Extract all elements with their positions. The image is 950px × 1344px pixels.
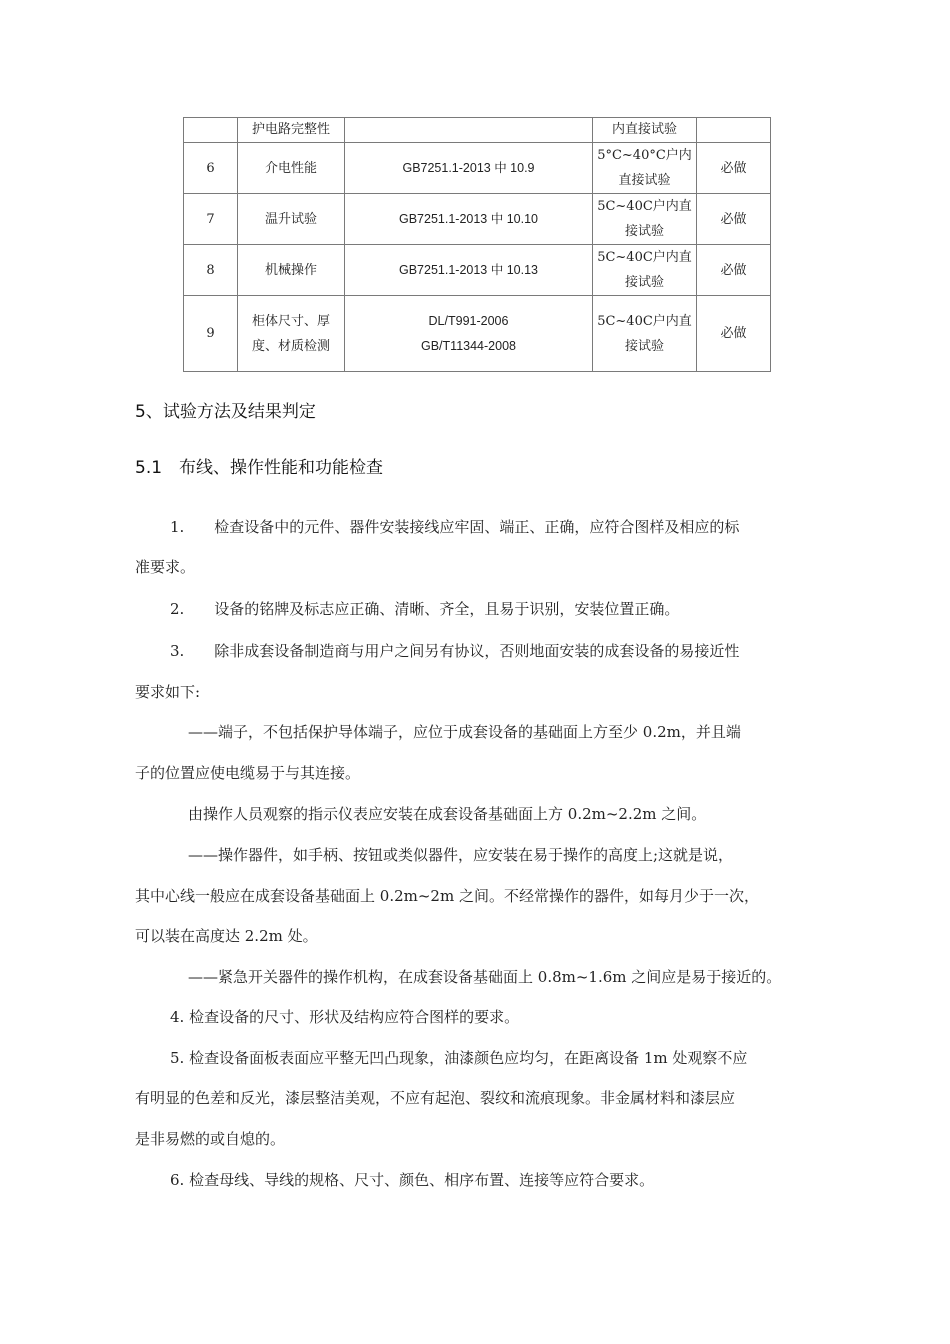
row-number: 8 xyxy=(184,245,238,296)
paragraph-line: 要求如下: xyxy=(135,683,201,701)
required-flag: 必做 xyxy=(697,296,771,372)
required-flag xyxy=(697,118,771,143)
row-number xyxy=(184,118,238,143)
test-item: 介电性能 xyxy=(238,143,345,194)
test-item: 护电路完整性 xyxy=(238,118,345,143)
table-row xyxy=(184,245,771,296)
standard-ref: GB7251.1-2013 中 10.10 xyxy=(345,194,593,245)
table-row xyxy=(184,118,771,143)
table-row xyxy=(184,143,771,194)
paragraph-line: ——端子，不包括保护导体端子，应位于成套设备的基础面上方至少 0.2m，并且端 xyxy=(188,723,741,741)
paragraph-line: 准要求。 xyxy=(135,558,196,576)
standard-ref-line: DL/T991-2006 xyxy=(428,313,509,328)
table-row xyxy=(184,194,771,245)
test-condition: 内直接试验 xyxy=(593,118,697,143)
required-flag: 必做 xyxy=(697,194,771,245)
paragraph-line: 有明显的色差和反光，漆层整洁美观，不应有起泡、裂纹和流痕现象。非金属材料和漆层应 xyxy=(135,1089,736,1107)
standard-ref: GB7251.1-2013 中 10.13 xyxy=(345,245,593,296)
test-item: 柜体尺寸、厚度、材质检测 xyxy=(238,296,345,372)
test-item: 机械操作 xyxy=(238,245,345,296)
paragraph-line: 由操作人员观察的指示仪表应安装在成套设备基础面上方 0.2m~2.2m 之间。 xyxy=(188,805,707,823)
paragraph-line: 6. 检查母线、导线的规格、尺寸、颜色、相序布置、连接等应符合要求。 xyxy=(170,1171,655,1189)
row-number: 6 xyxy=(184,143,238,194)
paragraph-line: 可以装在高度达 2.2m 处。 xyxy=(135,927,318,945)
paragraph-line: 2. 设备的铭牌及标志应正确、清晰、齐全，且易于识别，安装位置正确。 xyxy=(170,600,680,618)
paragraph-line: 3. 除非成套设备制造商与用户之间另有协议，否则地面安装的成套设备的易接近性 xyxy=(170,642,740,660)
test-condition: 5C~40C户内直接试验 xyxy=(593,296,697,372)
test-items-table xyxy=(183,117,771,372)
paragraph-line: 子的位置应使电缆易于与其连接。 xyxy=(135,764,361,782)
test-condition: 5°C~40°C户内直接试验 xyxy=(593,143,697,194)
paragraph-line: 1. 检查设备中的元件、器件安装接线应牢固、端正、正确，应符合图样及相应的标 xyxy=(170,518,740,536)
section-heading: 5、试验方法及结果判定 xyxy=(135,402,316,422)
required-flag: 必做 xyxy=(697,245,771,296)
paragraph-line: 4. 检查设备的尺寸、形状及结构应符合图样的要求。 xyxy=(170,1008,520,1026)
paragraph-line: ——操作器件，如手柄、按钮或类似器件，应安装在易于操作的高度上;这就是说， xyxy=(188,846,734,864)
test-condition: 5C~40C户内直接试验 xyxy=(593,194,697,245)
required-flag: 必做 xyxy=(697,143,771,194)
paragraph-line: ——紧急开关器件的操作机构，在成套设备基础面上 0.8m~1.6m 之间应是易于接近的。 xyxy=(188,968,782,986)
subsection-heading: 5.1 布线、操作性能和功能检查 xyxy=(135,458,384,478)
test-item: 温升试验 xyxy=(238,194,345,245)
standard-ref: GB7251.1-2013 中 10.9 xyxy=(345,143,593,194)
paragraph-line: 5. 检查设备面板表面应平整无凹凸现象，油漆颜色应均匀，在距离设备 1m 处观察不应 xyxy=(170,1049,748,1067)
table-row xyxy=(184,296,771,372)
paragraph-line: 是非易燃的或自熄的。 xyxy=(135,1130,286,1148)
row-number: 7 xyxy=(184,194,238,245)
test-condition: 5C~40C户内直接试验 xyxy=(593,245,697,296)
standard-ref xyxy=(345,118,593,143)
standard-ref-line: GB/T11344-2008 xyxy=(421,338,516,353)
row-number: 9 xyxy=(184,296,238,372)
standard-ref xyxy=(345,296,593,372)
paragraph-line: 其中心线一般应在成套设备基础面上 0.2m~2m 之间。不经常操作的器件，如每月少于一次， xyxy=(135,887,759,905)
